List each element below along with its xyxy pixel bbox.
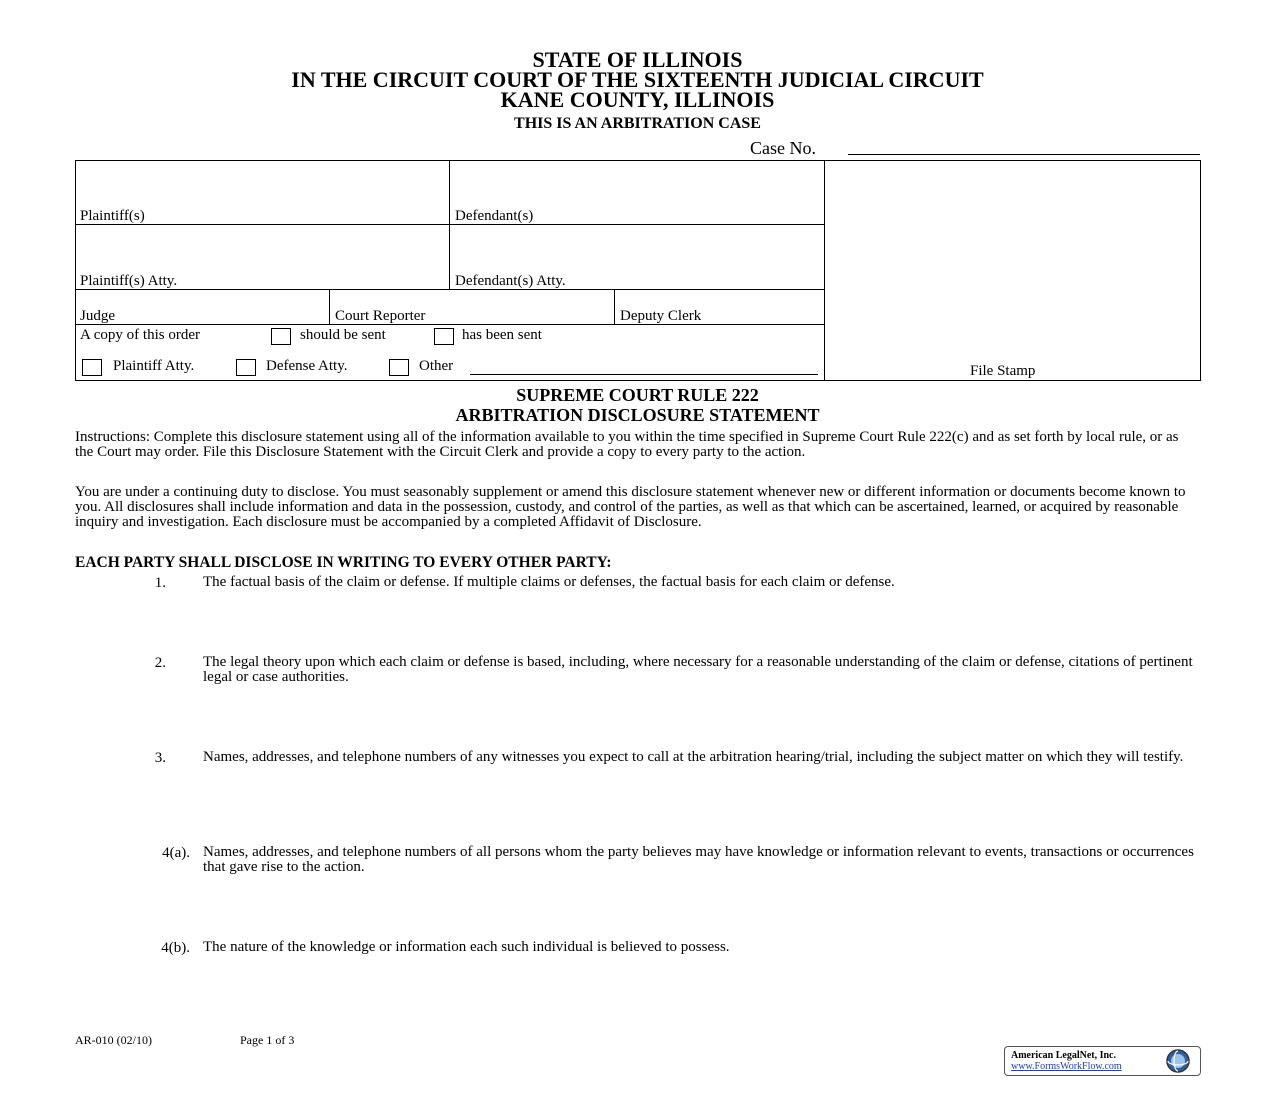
judge-label: Judge (80, 308, 115, 324)
reporter-divider (614, 289, 615, 324)
copy-order-label: A copy of this order (80, 327, 200, 343)
duty-paragraph: You are under a continuing duty to disclose. You must seasonably supplement or amend this disclosure statement whenever new or different information or documents become known to you. All disclosures shall include information and data in the possession, custody, and control of the parties, as well as that which can be ascertained, learned, or acquired by reasonable inquiry and investigation. Each disclosure must be accompanied by a completed Affidavit of Disclosure. (75, 484, 1186, 530)
has-been-sent-label: has been sent (462, 327, 542, 343)
caption-table (75, 160, 1201, 381)
item-text: Names, addresses, and telephone numbers of all persons whom the party believes may have knowledge or information relevant to events, transactions or occurrences that gave rise to the action. (203, 844, 1194, 875)
logo-url[interactable]: www.FormsWorkFlow.com (1011, 1061, 1122, 1072)
defense-atty-checkbox[interactable] (236, 359, 256, 376)
item-text: The nature of the knowledge or information each such individual is believed to possess. (203, 939, 730, 955)
row-divider-1 (75, 224, 825, 225)
disclose-heading: EACH PARTY SHALL DISCLOSE IN WRITING TO EVERY OTHER PARTY: (75, 554, 612, 571)
globe-icon (1163, 1048, 1193, 1074)
plaintiff-atty-checkbox[interactable] (82, 359, 102, 376)
instructions-paragraph: Instructions: Complete this disclosure statement using all of the information available to you within the time specified in Supreme Court Rule 222(c) and as set forth by local rule, or as the Court may order. File this Disclosure Statement with the Circuit Clerk and provide a copy to every party to the action. (75, 429, 1179, 460)
header-state: STATE OF ILLINOIS (532, 47, 743, 72)
defendants-label: Defendant(s) (455, 208, 534, 224)
item-number: 2. (154, 655, 166, 671)
should-be-sent-label: should be sent (300, 327, 386, 343)
file-stamp-divider (824, 160, 825, 380)
judge-divider (329, 289, 330, 324)
item-text: Names, addresses, and telephone numbers of any witnesses you expect to call at the arbitration hearing/trial, including the subject matter on which they will testify. (203, 749, 1184, 765)
other-label: Other (419, 358, 454, 374)
plaintiffs-label: Plaintiff(s) (80, 208, 145, 224)
case-no-field[interactable] (848, 139, 1200, 155)
header-county: KANE COUNTY, ILLINOIS (500, 87, 775, 112)
other-checkbox[interactable] (389, 359, 409, 376)
other-field[interactable] (470, 360, 818, 375)
item-text: The factual basis of the claim or defense. If multiple claims or defenses, the factual basis for each claim or defense. (203, 574, 895, 590)
page-number: Page 1 of 3 (240, 1033, 295, 1047)
rule-title: SUPREME COURT RULE 222 (516, 385, 759, 405)
plaintiff-atty-label: Plaintiff Atty. (113, 358, 195, 374)
form-code: AR-010 (02/10) (75, 1033, 152, 1047)
defense-atty-label: Defense Atty. (266, 358, 348, 374)
file-stamp-label: File Stamp (970, 363, 1036, 379)
has-been-sent-checkbox[interactable] (434, 328, 454, 345)
item-number: 3. (154, 750, 166, 766)
deputy-clerk-label: Deputy Clerk (620, 308, 702, 324)
item-number: 4(a). (162, 845, 190, 861)
party-divider (449, 160, 450, 290)
statement-title: ARBITRATION DISCLOSURE STATEMENT (455, 405, 820, 425)
item-number: 4(b). (161, 940, 190, 956)
plaintiffs-atty-label: Plaintiff(s) Atty. (80, 273, 178, 289)
court-reporter-label: Court Reporter (335, 308, 426, 324)
should-be-sent-checkbox[interactable] (271, 328, 291, 345)
header-court: IN THE CIRCUIT COURT OF THE SIXTEENTH JUDICIAL CIRCUIT (291, 67, 984, 92)
forms-workflow-logo[interactable] (1004, 1046, 1201, 1076)
arbitration-notice: THIS IS AN ARBITRATION CASE (514, 115, 761, 132)
defendants-atty-label: Defendant(s) Atty. (455, 273, 566, 289)
item-text: The legal theory upon which each claim or defense is based, including, where necessary for a reasonable understanding of the claim or defense, citations of pertinent legal or case authorities. (203, 654, 1193, 685)
item-number: 1. (154, 575, 166, 591)
row-divider-3 (75, 324, 825, 325)
logo-company: American LegalNet, Inc. (1011, 1050, 1116, 1061)
case-no-label: Case No. (750, 138, 816, 158)
row-divider-2 (75, 289, 825, 290)
